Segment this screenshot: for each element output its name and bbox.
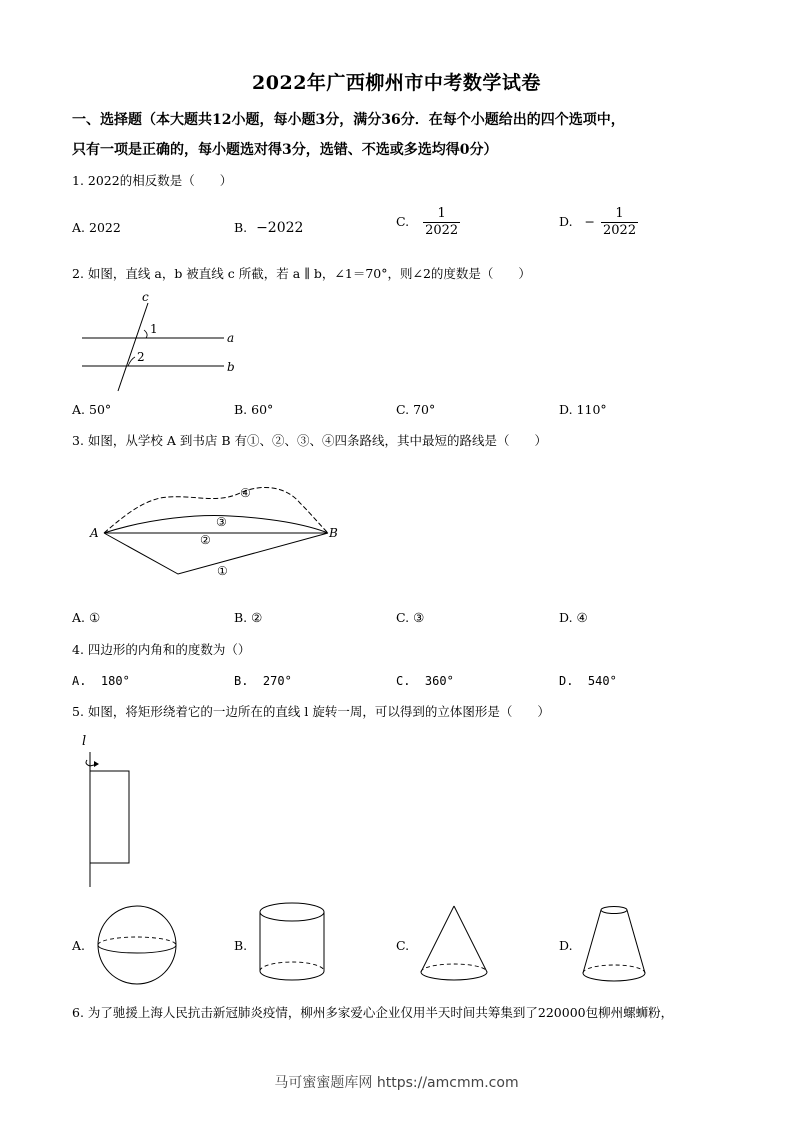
option-letter: D. xyxy=(559,402,573,417)
option-letter: C. xyxy=(396,674,411,688)
footer-watermark: 马可蜜蜜题库网 https://amcmm.com xyxy=(274,1075,519,1091)
option-text: 110° xyxy=(576,402,607,417)
option-text: 180° xyxy=(100,674,130,688)
cone-base-back xyxy=(421,964,487,972)
fraction-denominator: 2022 xyxy=(425,223,459,238)
frustum-right-edge xyxy=(627,910,645,973)
cylinder-bottom-front xyxy=(260,971,324,980)
option-letter: C. xyxy=(396,402,410,417)
option-letter: D. xyxy=(559,610,573,625)
option-letter: B. xyxy=(234,220,248,235)
option-letter: B. xyxy=(234,402,248,417)
frustum-base-front xyxy=(583,973,645,981)
section-heading-line1: 一、选择题（本大题共12小题，每小题3分，满分36分．在每个小题给出的四个选项中， xyxy=(72,112,625,128)
option-letter: A. xyxy=(72,220,86,235)
page-title: 2022年广西柳州市中考数学试卷 xyxy=(252,72,541,94)
option-letter: C. xyxy=(396,214,410,229)
sphere-shape xyxy=(98,906,176,984)
option-letter: A. xyxy=(72,610,86,625)
label-route-4: ④ xyxy=(240,486,251,500)
option-text: ④ xyxy=(576,610,588,625)
q5-option-b: B. xyxy=(234,938,248,953)
option-letter: D. xyxy=(559,674,574,688)
label-point-b: B xyxy=(329,526,338,540)
cone-right-edge xyxy=(454,906,487,972)
option-text: 60° xyxy=(251,402,274,417)
question-3-stem: 3. 如图，从学校 A 到书店 B 有①、②、③、④四条路线，其中最短的路线是（ ） xyxy=(72,433,548,448)
option-text: 2022 xyxy=(89,220,121,235)
question-5-stem: 5. 如图，将矩形绕着它的一边所在的直线 l 旋转一周，可以得到的立体图形是（ ） xyxy=(72,704,550,719)
cone-left-edge xyxy=(421,906,454,972)
frustum-base-back xyxy=(583,965,645,973)
option-letter: A. xyxy=(72,674,87,688)
frustum-left-edge xyxy=(583,910,601,973)
fraction-denominator: 2022 xyxy=(603,223,637,238)
label-angle-1: 1 xyxy=(150,322,158,336)
q5-option-d: D. xyxy=(559,938,573,953)
option-letter: C. xyxy=(396,610,410,625)
option-text: ③ xyxy=(413,610,425,625)
label-route-3: ③ xyxy=(216,515,227,529)
label-angle-2: 2 xyxy=(137,350,145,364)
option-letter: B. xyxy=(234,674,249,688)
label-point-a: A xyxy=(90,526,99,540)
label-route-2: ② xyxy=(200,533,211,547)
option-letter: B. xyxy=(234,610,248,625)
option-text: ② xyxy=(251,610,263,625)
label-route-1: ① xyxy=(217,564,228,578)
fraction-numerator: 1 xyxy=(423,206,460,223)
option-text: 270° xyxy=(262,674,292,688)
question-2-stem: 2. 如图，直线 a，b 被直线 c 所截，若 a ∥ b，∠1＝70°，则∠2的度数是（ ） xyxy=(72,266,531,281)
option-text: 70° xyxy=(413,402,436,417)
option-text: 50° xyxy=(89,402,112,417)
q5-option-c: C. xyxy=(396,938,410,953)
label-c: c xyxy=(142,290,149,304)
sphere-back-equator xyxy=(98,937,176,945)
sphere-front-equator xyxy=(98,945,176,953)
section-heading-line2: 只有一项是正确的，每小题选对得3分，选错、不选或多选均得0分） xyxy=(72,142,498,158)
option-text: 360° xyxy=(424,674,454,688)
option-letter: A. xyxy=(72,402,86,417)
option-text: 540° xyxy=(587,674,617,688)
option-letter: D. xyxy=(559,214,573,229)
label-a: a xyxy=(227,331,235,345)
label-b: b xyxy=(227,360,235,374)
frustum-top xyxy=(601,907,627,914)
cylinder-top xyxy=(260,903,324,921)
cone-base-front xyxy=(421,972,487,980)
option-text: ① xyxy=(89,610,101,625)
minus-sign: − xyxy=(584,214,596,229)
cylinder-bottom-back xyxy=(260,962,324,971)
q5-option-a: A. xyxy=(72,938,86,953)
question-4-stem: 4. 四边形的内角和的度数为（） xyxy=(72,642,251,657)
option-text: −2022 xyxy=(256,220,304,236)
question-1-stem: 1. 2022的相反数是（ ） xyxy=(72,173,233,188)
fraction-numerator: 1 xyxy=(601,206,638,223)
question-6-stem: 6. 为了驰援上海人民抗击新冠肺炎疫情，柳州多家爱心企业仅用半天时间共筹集到了220000包柳州螺蛳粉， xyxy=(72,1005,674,1020)
label-l: l xyxy=(82,734,87,749)
